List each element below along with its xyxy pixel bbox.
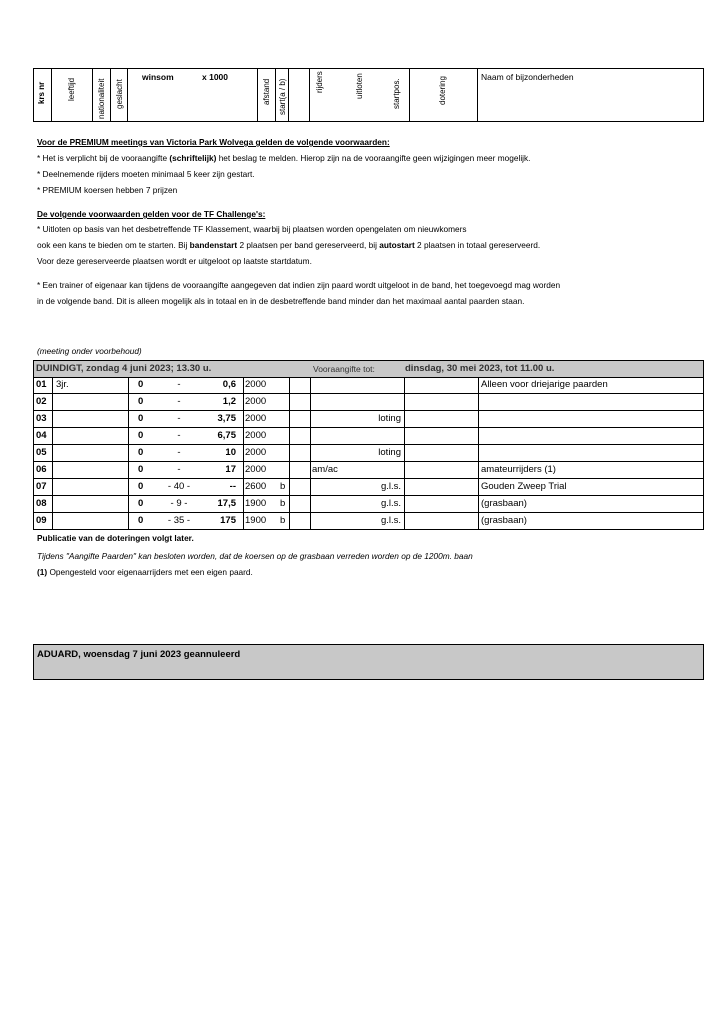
col-uitloten-label: uitloten <box>355 73 364 99</box>
premium-heading: Voor de PREMIUM meetings van Victoria Park Wolvega gelden de volgende voorwaarden: <box>37 137 390 147</box>
premium-line-1c: het beslag te melden. Hierop zijn na de vooraangifte geen wijzigingen meer mogelijk. <box>216 153 531 163</box>
race-uitloten: g.l.s. <box>380 498 401 509</box>
race-start-type: b <box>280 515 286 526</box>
race-distance: 2000 <box>245 464 267 475</box>
col-dotering-label: dotering <box>438 76 447 105</box>
race-uitloten: loting <box>378 447 401 458</box>
race-naam: (grasbaan) <box>481 515 527 526</box>
race-start-type: b <box>280 498 286 509</box>
tf-line-2a: ook een kans te bieden om te starten. Bij <box>37 240 190 250</box>
race-uitloten: g.l.s. <box>380 481 401 492</box>
col-startpos-label: startpos. <box>392 78 401 109</box>
race-separator: - 9 - <box>170 498 188 509</box>
table-row <box>34 513 703 530</box>
race-min-winsum: 0 <box>138 481 144 492</box>
table-row <box>34 496 703 513</box>
race-min-winsum: 0 <box>138 464 144 475</box>
race-number: 06 <box>36 464 47 475</box>
col-start <box>276 69 289 121</box>
race-min-winsum: 0 <box>138 379 144 390</box>
race-distance: 2600 <box>245 481 267 492</box>
col-afstand <box>258 69 276 121</box>
meeting-note: (meeting onder voorbehoud) <box>37 346 142 356</box>
tf-line-2b: bandenstart <box>189 240 238 250</box>
table-row <box>34 428 703 445</box>
tf-line-2c: 2 plaatsen per band gereserveerd, bij <box>237 240 380 250</box>
race-distance: 2000 <box>245 447 267 458</box>
meeting-table <box>33 360 704 530</box>
race-distance: 2000 <box>245 396 267 407</box>
race-number: 09 <box>36 515 47 526</box>
table-row <box>34 411 703 428</box>
premium-line-2: * Deelnemende rijders moeten minimaal 5 keer zijn gestart. <box>37 169 255 179</box>
table-row <box>34 377 703 394</box>
premium-line-3: * PREMIUM koersen hebben 7 prijzen <box>37 185 178 195</box>
meeting-title-row <box>34 361 703 378</box>
col-geslacht-label: geslacht <box>115 79 124 109</box>
aduard-title: ADUARD, woensdag 7 juni 2023 geannuleerd <box>37 649 241 660</box>
race-separator: - 35 - <box>167 515 191 526</box>
footer-grasbaan: Tijdens "Aangifte Paarden" kan besloten worden, dat de koersen op de grasbaan verreden worden op de 1200m. baan <box>37 551 473 561</box>
race-separator: - <box>177 379 181 390</box>
race-max-winsum: 10 <box>225 447 236 458</box>
race-min-winsum: 0 <box>138 515 144 526</box>
grid-line <box>310 377 311 529</box>
vooraangifte-label: Vooraangifte tot: <box>313 364 375 374</box>
tf-heading: De volgende voorwaarden gelden voor de TF Challenge's: <box>37 209 266 219</box>
col-x1000-label: x 1000 <box>202 72 228 82</box>
race-max-winsum: 3,75 <box>217 413 236 424</box>
race-naam: Alleen voor driejarige paarden <box>481 379 608 390</box>
footer-publication: Publicatie van de doteringen volgt later. <box>37 533 194 543</box>
grid-line <box>289 377 290 529</box>
race-separator: - 40 - <box>167 481 191 492</box>
race-max-winsum: 0,6 <box>222 379 236 390</box>
race-distance: 2000 <box>245 379 267 390</box>
race-start-type: b <box>280 481 286 492</box>
footer-note-1-marker: (1) <box>37 567 48 577</box>
col-rijders-label: rijders <box>315 71 324 93</box>
race-separator: - <box>177 464 181 475</box>
tf-line-1: * Uitloten op basis van het desbetreffende TF Klassement, waarbij bij plaatsen worden opengelaten om nieuwkomers <box>37 224 467 234</box>
race-uitloten: g.l.s. <box>380 515 401 526</box>
col-afstand-label: afstand <box>262 78 271 105</box>
tf-line-4: * Een trainer of eigenaar kan tijdens de vooraangifte aangegeven dat indien zijn paard wordt uitgeloot in de band, het toegevoegd mag worden <box>37 280 561 290</box>
grid-line <box>243 377 244 529</box>
race-min-winsum: 0 <box>138 498 144 509</box>
race-number: 08 <box>36 498 47 509</box>
race-max-winsum: 175 <box>220 515 236 526</box>
grid-line <box>478 377 479 529</box>
race-naam: Gouden Zweep Trial <box>481 481 567 492</box>
footer-note-1 <box>37 567 253 577</box>
tf-line-3: Voor deze gereserveerde plaatsen wordt er uitgeloot op laatste startdatum. <box>37 256 312 266</box>
race-number: 04 <box>36 430 47 441</box>
race-min-winsum: 0 <box>138 413 144 424</box>
meeting-title: DUINDIGT, zondag 4 juni 2023; 13.30 u. <box>36 363 212 374</box>
race-distance: 2000 <box>245 413 267 424</box>
race-min-winsum: 0 <box>138 396 144 407</box>
race-max-winsum: 6,75 <box>217 430 236 441</box>
race-number: 01 <box>36 379 47 390</box>
race-distance: 1900 <box>245 515 267 526</box>
col-krs-nr-label: krs nr <box>37 81 46 104</box>
race-max-winsum: 17,5 <box>217 498 236 509</box>
race-number: 03 <box>36 413 47 424</box>
race-naam: (grasbaan) <box>481 498 527 509</box>
tf-line-2d: autostart <box>379 240 415 250</box>
vooraangifte-date: dinsdag, 30 mei 2023, tot 11.00 u. <box>405 363 555 374</box>
table-row <box>34 445 703 462</box>
grid-line <box>128 377 129 529</box>
race-min-winsum: 0 <box>138 430 144 441</box>
race-separator: - <box>177 413 181 424</box>
race-max-winsum: -- <box>229 481 236 492</box>
premium-line-1b: (schriftelijk) <box>169 153 217 163</box>
race-uitloten: loting <box>378 413 401 424</box>
footer-note-1-text: Opengesteld voor eigenaarrijders met een eigen paard. <box>47 567 253 577</box>
grid-line <box>52 377 53 529</box>
col-blank <box>289 69 310 121</box>
table-row <box>34 462 703 479</box>
col-winsom-label: winsom <box>142 72 174 82</box>
race-max-winsum: 1,2 <box>222 396 236 407</box>
tf-line-5: in de volgende band. Dit is alleen mogelijk als in totaal en in de desbetreffende band minder dan het maximaal aantal paarden staan. <box>37 296 525 306</box>
race-number: 02 <box>36 396 47 407</box>
column-header-table <box>33 68 704 122</box>
race-separator: - <box>177 430 181 441</box>
premium-line-1a: * Het is verplicht bij de vooraangifte <box>37 153 170 163</box>
col-dotering <box>410 69 478 121</box>
race-distance: 2000 <box>245 430 267 441</box>
table-row <box>34 394 703 411</box>
race-naam: amateurrijders (1) <box>481 464 556 475</box>
race-rijders: am/ac <box>312 464 338 475</box>
col-geslacht <box>111 69 128 121</box>
premium-line-1 <box>37 153 530 163</box>
col-start-label: start(a / b) <box>278 78 287 115</box>
race-separator: - <box>177 396 181 407</box>
aduard-box <box>33 644 704 680</box>
tf-line-2 <box>37 240 540 250</box>
race-age: 3jr. <box>56 379 69 390</box>
race-number: 05 <box>36 447 47 458</box>
col-rijders-uitloten <box>310 69 410 121</box>
race-min-winsum: 0 <box>138 447 144 458</box>
col-naam-label: Naam of bijzonderheden <box>481 72 574 82</box>
col-nationaliteit <box>93 69 111 121</box>
col-leeftijd-label: leeftijd <box>67 77 76 101</box>
col-nationaliteit-label: nationaliteit <box>97 78 106 119</box>
race-separator: - <box>177 447 181 458</box>
table-row <box>34 479 703 496</box>
race-max-winsum: 17 <box>225 464 236 475</box>
col-krs-nr <box>34 69 52 121</box>
grid-line <box>404 377 405 529</box>
col-leeftijd <box>52 69 93 121</box>
col-naam <box>478 69 703 121</box>
race-number: 07 <box>36 481 47 492</box>
race-distance: 1900 <box>245 498 267 509</box>
tf-line-2e: 2 plaatsen in totaal gereserveerd. <box>414 240 541 250</box>
col-winsom <box>128 69 258 121</box>
